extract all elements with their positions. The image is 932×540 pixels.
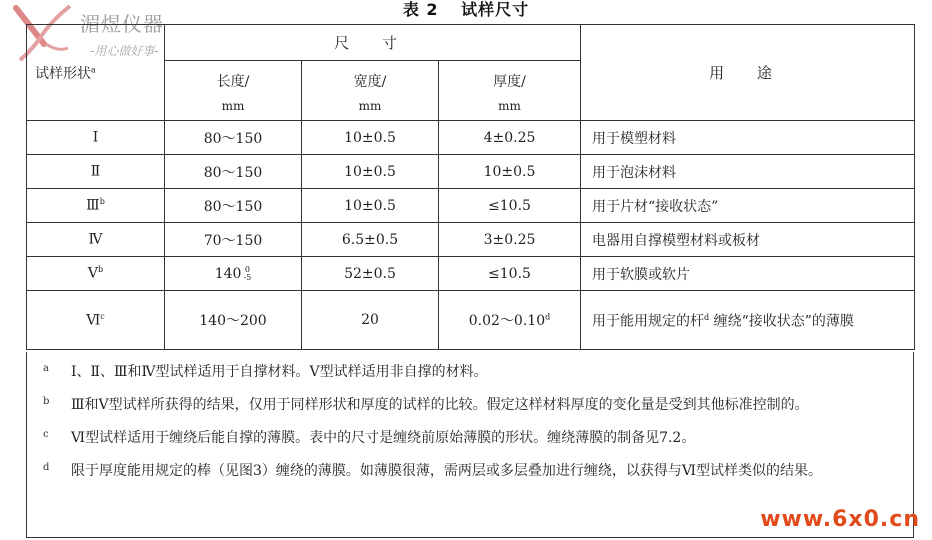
cell-use: 用于能用规定的杆$^d$ 缠绕“接收状态”的薄膜 (581, 291, 915, 350)
footnote-mark: b (43, 396, 50, 407)
cell-thickness: 10±0.5 (439, 155, 581, 189)
cell-thickness: ≤10.5 (439, 257, 581, 291)
cell-thickness: 3±0.25 (439, 223, 581, 257)
table-row (27, 291, 915, 350)
table-row (27, 223, 915, 257)
cell-length: 140 0 -5 (165, 257, 302, 291)
logo-slogan: -用心做好事- (90, 44, 159, 58)
site-watermark: www.6x0.cn (760, 507, 920, 532)
cell-width: 52±0.5 (302, 257, 439, 291)
cell-use: 用于泡沫材料 (581, 155, 915, 189)
cell-width: 10±0.5 (302, 189, 439, 223)
header-dimensions: 尺 寸 (165, 25, 581, 61)
cell-type: Ⅰ (27, 121, 165, 155)
header-specimen-shape: 试样形状$^a$ (27, 25, 165, 121)
header-use: 用 途 (581, 25, 915, 121)
footnote-text: Ⅲ和Ⅴ型试样所获得的结果，仅用于同样形状和厚度的试样的比较。假定这样材料厚度的变化量是受到其他标准控制的。 (71, 397, 809, 413)
cell-type: Ⅳ (27, 223, 165, 257)
table-title-text: 试样尺寸 (461, 0, 530, 19)
cell-type: Ⅴ$^b$ (27, 257, 165, 291)
cell-length: 70～150 (165, 223, 302, 257)
cell-use: 电器用自撑模塑材料或板材 (581, 223, 915, 257)
cell-type: Ⅱ (27, 155, 165, 189)
footnote-text: Ⅰ、Ⅱ、Ⅲ和Ⅳ型试样适用于自撑材料。Ⅴ型试样适用非自撑的材料。 (71, 364, 488, 380)
header-width: 宽度/ mm (302, 61, 439, 121)
cell-thickness: 0.02～0.10$^d$ (439, 291, 581, 350)
cell-thickness: 4±0.25 (439, 121, 581, 155)
cell-use: 用于片材“接收状态” (581, 189, 915, 223)
cell-width: 20 (302, 291, 439, 350)
cell-width: 10±0.5 (302, 121, 439, 155)
cell-type: Ⅲ$^b$ (27, 189, 165, 223)
cell-length: 80～150 (165, 189, 302, 223)
header-length: 长度/ mm (165, 61, 302, 121)
footnote-text: Ⅵ型试样适用于缠绕后能自撑的薄膜。表中的尺寸是缠绕前原始薄膜的形状。缠绕薄膜的制备见7.2。 (71, 430, 696, 446)
cell-length: 140～200 (165, 291, 302, 350)
header-thickness: 厚度/ mm (439, 61, 581, 121)
cell-use: 用于模塑材料 (581, 121, 915, 155)
cell-width: 6.5±0.5 (302, 223, 439, 257)
table-row (27, 121, 915, 155)
cell-thickness: ≤10.5 (439, 189, 581, 223)
table-number: 表 2 (402, 0, 439, 19)
cell-length: 80～150 (165, 155, 302, 189)
length-tolerance-upper: 0 (244, 264, 250, 274)
table-row (27, 257, 915, 291)
logo-name: 湄煜仪器 (80, 12, 164, 36)
footnote-mark: a (43, 363, 49, 374)
footnote-mark: d (43, 462, 50, 473)
cell-length: 80～150 (165, 121, 302, 155)
footnote (43, 426, 899, 451)
footnote (43, 459, 899, 484)
table-row (27, 155, 915, 189)
specimen-size-table (26, 24, 915, 350)
cell-type: Ⅵ$^c$ (27, 291, 165, 350)
footnote-text: 限于厚度能用规定的棒（见图3）缠绕的薄膜。如薄膜很薄，需两层或多层叠加进行缠绕，以获得与Ⅵ型试样类似的结果。 (71, 463, 822, 479)
length-tolerance-lower: -5 (243, 272, 252, 282)
footnote (43, 393, 899, 418)
footnote (43, 360, 899, 385)
table-row (27, 189, 915, 223)
cell-use: 用于软膜或软片 (581, 257, 915, 291)
footnote-mark: c (43, 429, 49, 440)
cell-width: 10±0.5 (302, 155, 439, 189)
